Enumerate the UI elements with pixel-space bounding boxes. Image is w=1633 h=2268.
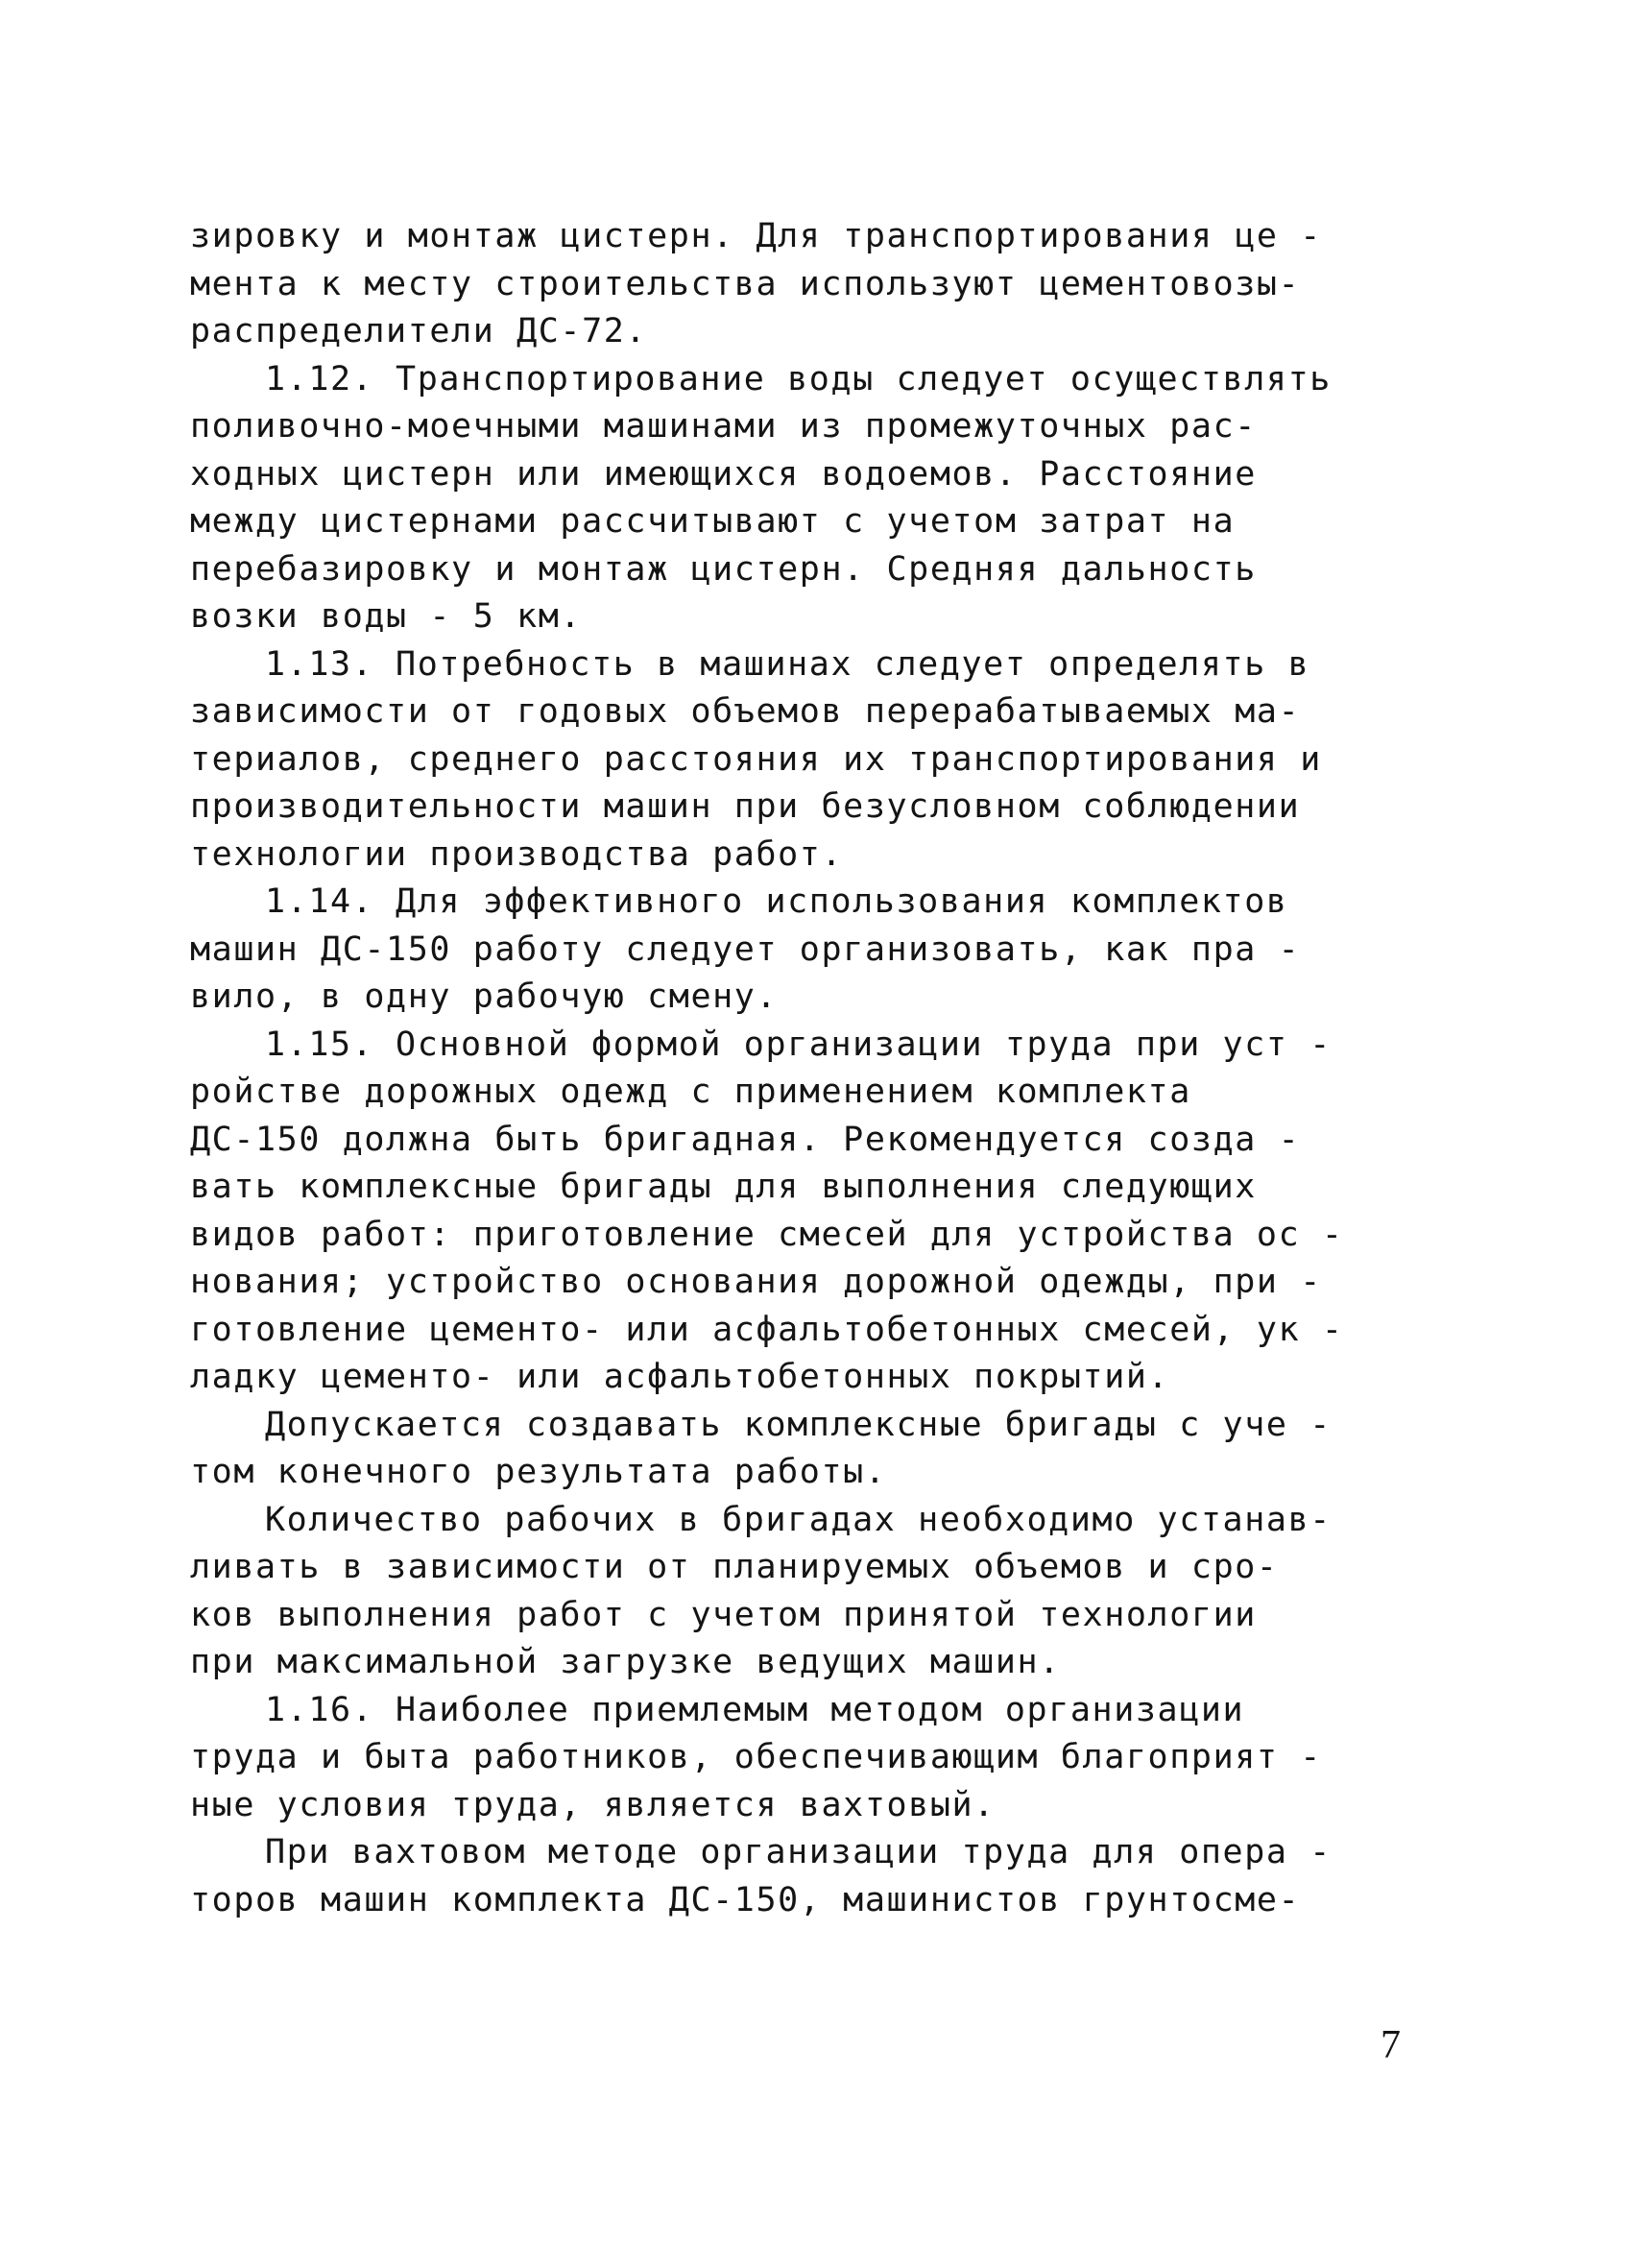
- text-line: ные условия труда, является вахтовый.: [190, 1785, 996, 1824]
- text-line: возки воды - 5 км.: [190, 597, 583, 636]
- text-line: готовление цементо- или асфальтобетонных смесей, ук -: [190, 1310, 1344, 1349]
- body-text: [190, 213, 1440, 1924]
- text-line: 1.14. Для эффективного использования комплектов: [265, 882, 1288, 921]
- paragraph-continuation: [190, 213, 1440, 356]
- text-line: При вахтовом методе организации труда для опера -: [265, 1833, 1332, 1871]
- paragraph-1-15: [190, 1022, 1440, 1402]
- text-line: ков выполнения работ с учетом принятой технологии: [190, 1595, 1257, 1634]
- text-line: распределители ДС-72.: [190, 312, 648, 350]
- text-line: торов машин комплекта ДС-150, машинистов грунтосме-: [190, 1880, 1301, 1919]
- text-line: мента к месту строительства используют цементовозы-: [190, 264, 1301, 303]
- text-line: 1.13. Потребность в машинах следует определять в: [265, 644, 1310, 684]
- text-line: ходных цистерн или имеющихся водоемов. Расстояние: [190, 454, 1257, 494]
- text-line: 1.15. Основной формой организации труда при уст -: [265, 1025, 1332, 1064]
- text-line: машин ДС-150 работу следует организовать, как пра -: [190, 929, 1301, 969]
- paragraph-1-12: [190, 356, 1440, 641]
- text-line: ДС-150 должна быть бригадная. Рекомендуется созда -: [190, 1120, 1301, 1159]
- text-line: зировку и монтаж цистерн. Для транспортирования це -: [190, 217, 1322, 255]
- text-line: зависимости от годовых объемов перерабатываемых ма-: [190, 692, 1301, 731]
- paragraph-shift-method: [190, 1829, 1440, 1924]
- text-line: технологии производства работ.: [190, 834, 844, 874]
- text-line: вило, в одну рабочую смену.: [190, 977, 779, 1016]
- text-line: перебазировку и монтаж цистерн. Средняя дальность: [190, 549, 1257, 589]
- paragraph-1-14: [190, 879, 1440, 1022]
- text-line: 1.12. Транспортирование воды следует осуществлять: [265, 359, 1332, 398]
- paragraph-brigades-allowed: [190, 1402, 1440, 1497]
- paragraph-1-16: [190, 1687, 1440, 1830]
- text-line: при максимальной загрузке ведущих машин.: [190, 1643, 1061, 1681]
- text-line: ливать в зависимости от планируемых объемов и сро-: [190, 1548, 1279, 1586]
- text-line: том конечного результата работы.: [190, 1453, 887, 1491]
- text-line: производительности машин при безусловном соблюдении: [190, 787, 1301, 826]
- text-line: труда и быта работников, обеспечивающим благоприят -: [190, 1738, 1322, 1776]
- text-line: нования; устройство основания дорожной одежды, при -: [190, 1263, 1322, 1301]
- text-line: между цистернами рассчитывают с учетом затрат на: [190, 502, 1236, 541]
- text-line: вать комплексные бригады для выполнения следующих: [190, 1168, 1257, 1206]
- text-line: Количество рабочих в бригадах необходимо устанав-: [265, 1500, 1332, 1539]
- paragraph-workers-count: [190, 1497, 1440, 1687]
- text-line: териалов, среднего расстояния их транспортирования и: [190, 739, 1322, 779]
- paragraph-1-13: [190, 641, 1440, 880]
- text-line: ройстве дорожных одежд с применением комплекта: [190, 1073, 1191, 1111]
- text-line: ладку цементо- или асфальтобетонных покрытий.: [190, 1358, 1170, 1396]
- text-line: Допускается создавать комплексные бригады с уче -: [265, 1405, 1332, 1444]
- text-line: 1.16. Наиболее приемлемым методом организации: [265, 1690, 1245, 1729]
- text-line: поливочно-моечными машинами из промежуточных рас-: [190, 407, 1257, 446]
- page-number: 7: [1381, 2023, 1401, 2067]
- text-line: видов работ: приготовление смесей для устройства ос -: [190, 1215, 1344, 1254]
